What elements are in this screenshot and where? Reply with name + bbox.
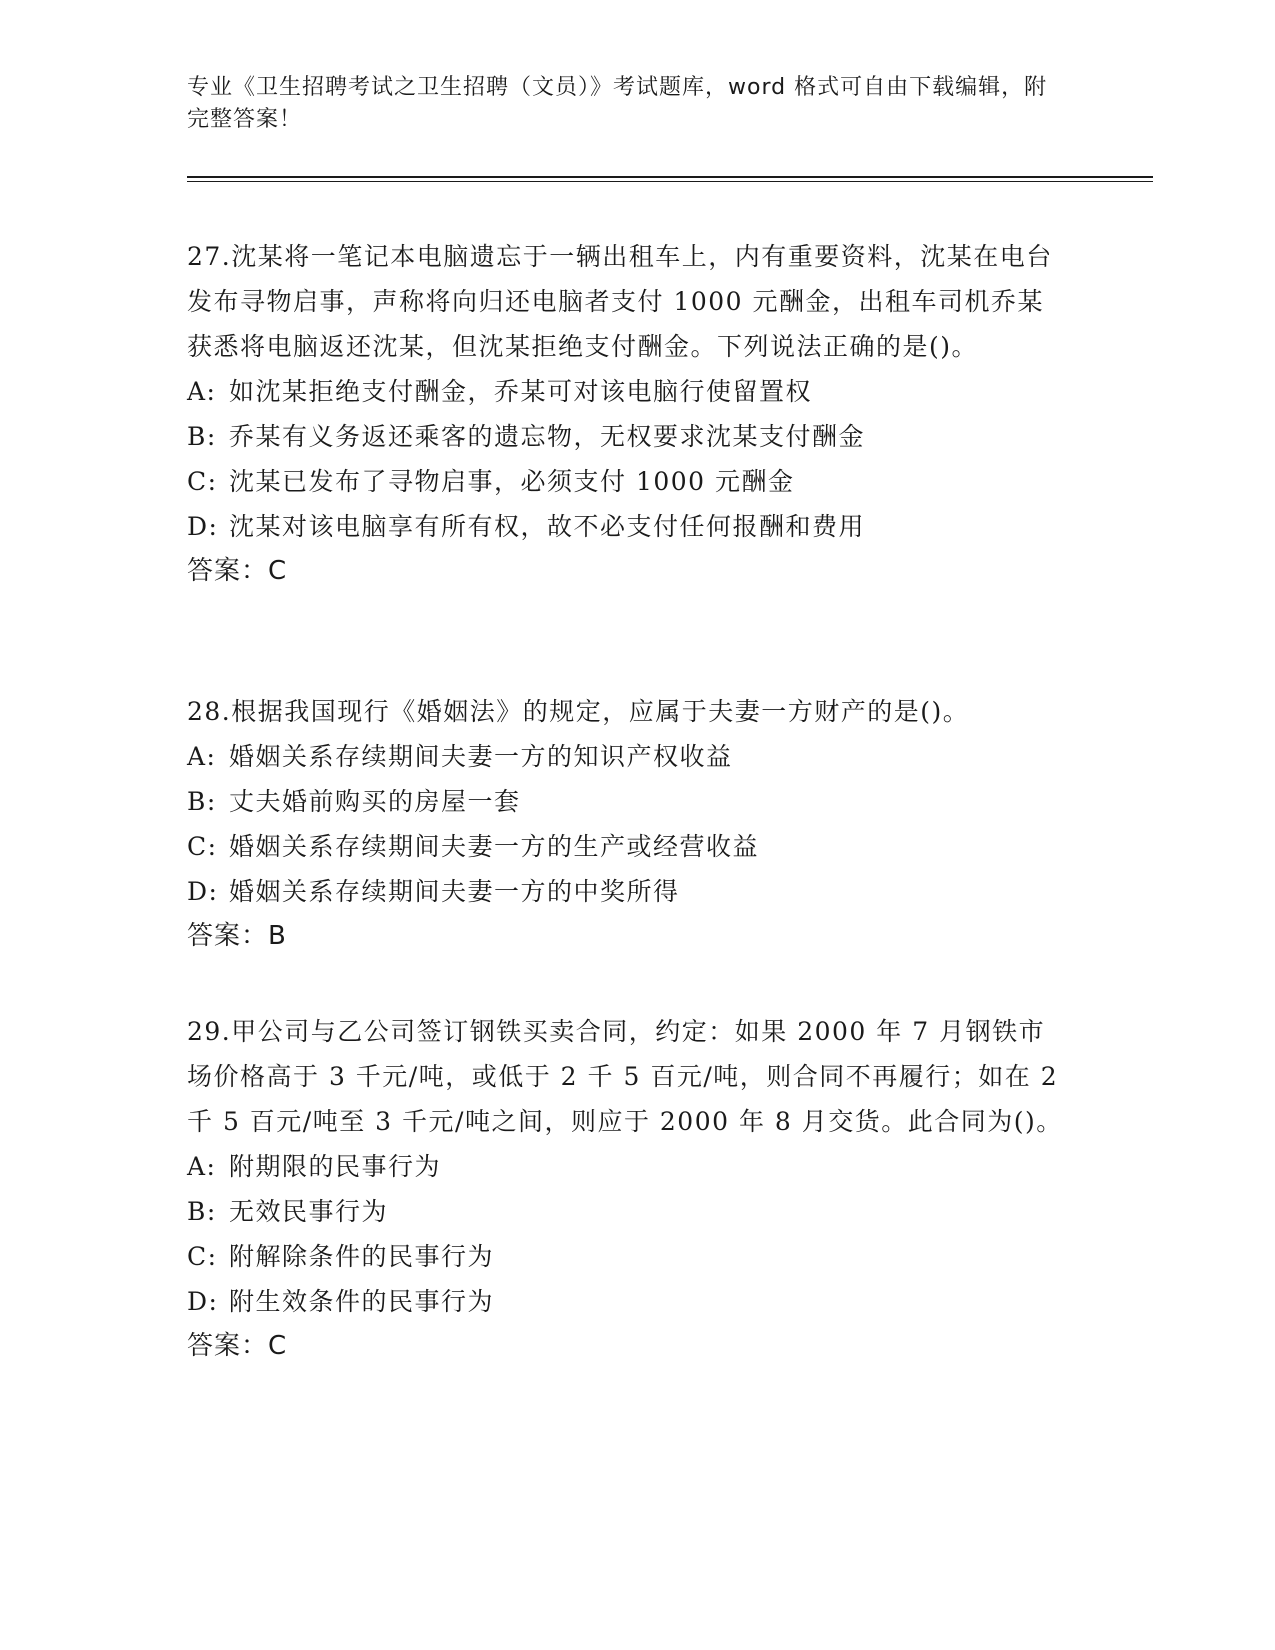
option-d [187, 1279, 1067, 1324]
answer-label: 答案：C [187, 1331, 288, 1361]
option-a [187, 369, 1067, 414]
answer-label: 答案：B [187, 921, 287, 951]
option-d [187, 504, 1067, 549]
question-27 [187, 234, 1067, 594]
option-letter: A: [187, 377, 217, 406]
option-text: 婚姻关系存续期间夫妻一方的生产或经营收益 [229, 832, 760, 861]
option-letter: D: [187, 877, 219, 906]
option-text: 沈某对该电脑享有所有权，故不必支付任何报酬和费用 [229, 512, 866, 541]
option-letter: B: [187, 422, 217, 451]
option-text: 附解除条件的民事行为 [229, 1242, 495, 1271]
option-letter: D: [187, 1287, 219, 1316]
option-text: 无效民事行为 [229, 1197, 389, 1226]
option-list [187, 1144, 1067, 1324]
option-letter: C: [187, 1242, 218, 1271]
question-29 [187, 1009, 1067, 1369]
option-letter: B: [187, 1197, 217, 1226]
option-list [187, 734, 1067, 914]
option-text: 婚姻关系存续期间夫妻一方的知识产权收益 [229, 742, 733, 771]
option-c [187, 459, 1067, 504]
option-text: 附生效条件的民事行为 [229, 1287, 495, 1316]
option-c [187, 824, 1067, 869]
header-double-rule [187, 176, 1153, 182]
option-list [187, 369, 1067, 549]
option-letter: C: [187, 467, 218, 496]
option-text: 乔某有义务返还乘客的遗忘物，无权要求沈某支付酬金 [229, 422, 866, 451]
question-28 [187, 689, 1067, 959]
option-text: 附期限的民事行为 [229, 1152, 442, 1181]
option-b [187, 779, 1067, 824]
question-stem: 27.沈某将一笔记本电脑遗忘于一辆出租车上，内有重要资料，沈某在电台发布寻物启事，声称将向归还电脑者支付 1000 元酬金，出租车司机乔某获悉将电脑返还沈某，但沈某拒绝支付酬金。下列说法正确的是()。 [187, 242, 1053, 361]
option-letter: C: [187, 832, 218, 861]
option-a [187, 734, 1067, 779]
option-c [187, 1234, 1067, 1279]
option-a [187, 1144, 1067, 1189]
option-letter: A: [187, 742, 217, 771]
question-stem: 28.根据我国现行《婚姻法》的规定，应属于夫妻一方财产的是()。 [187, 697, 970, 726]
option-text: 如沈某拒绝支付酬金，乔某可对该电脑行使留置权 [229, 377, 813, 406]
option-text: 丈夫婚前购买的房屋一套 [229, 787, 521, 816]
option-text: 婚姻关系存续期间夫妻一方的中奖所得 [229, 877, 680, 906]
answer-label: 答案：C [187, 556, 288, 586]
option-d [187, 869, 1067, 914]
option-letter: A: [187, 1152, 217, 1181]
option-b [187, 1189, 1067, 1234]
option-b [187, 414, 1067, 459]
option-text: 沈某已发布了寻物启事，必须支付 1000 元酬金 [229, 467, 795, 496]
option-letter: B: [187, 787, 217, 816]
question-stem: 29.甲公司与乙公司签订钢铁买卖合同，约定：如果 2000 年 7 月钢铁市场价格高于 3 千元/吨，或低于 2 千 5 百元/吨，则合同不再履行；如在 2 千 5 百元/吨至 3 千元/吨之间，则应于 2000 年 8 月交货。此合同为()。 [187, 1017, 1063, 1136]
option-letter: D: [187, 512, 219, 541]
document-header-note: 专业《卫生招聘考试之卫生招聘（文员）》考试题库，word 格式可自由下载编辑，附完整答案！ [187, 75, 1048, 132]
